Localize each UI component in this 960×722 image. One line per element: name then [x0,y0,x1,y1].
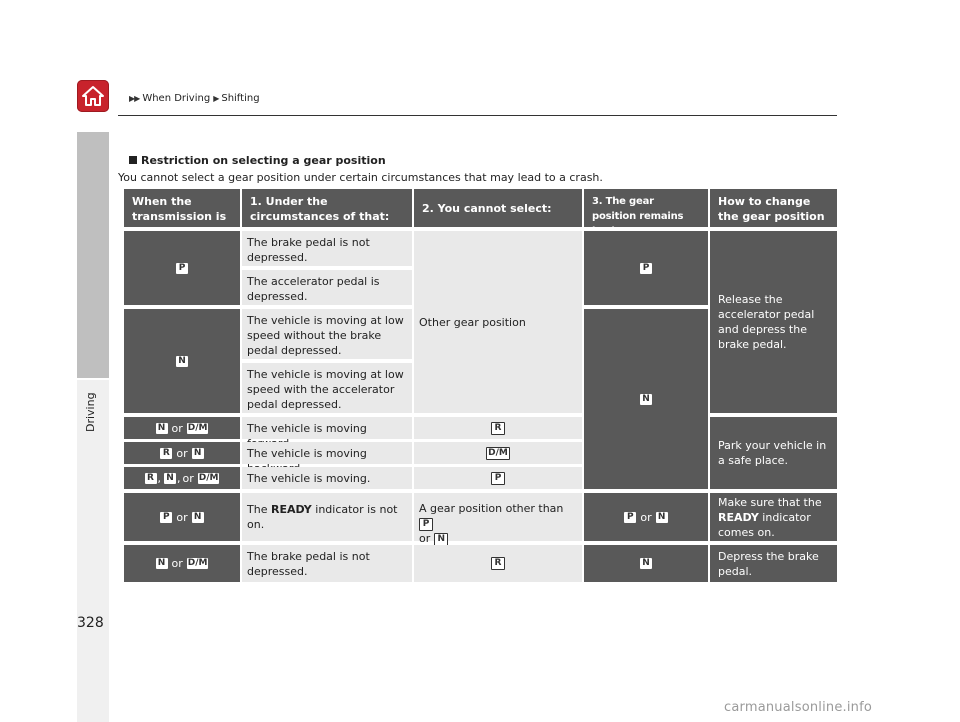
side-tab-active [77,132,109,378]
circumstance-cell: The vehicle is moving [242,417,412,439]
gear-n-icon: N [640,558,652,569]
gear-p-icon: P [491,472,505,485]
gear-n-icon: N [192,448,204,459]
gear-n-icon: N [156,423,168,434]
header-transmission: When the transmission is [124,189,240,227]
bullet-square-icon [129,156,137,164]
gear-n-icon: N [434,533,448,546]
cannot-select-cell [414,467,582,489]
trans-cell: R , N , or D/M [124,467,240,489]
breadcrumb-item[interactable]: Shifting [221,93,260,104]
gear-p-icon: P [160,512,172,523]
gear-dm-icon: D/M [488,447,508,458]
circumstance-cell: The accelerator pedal is depressed. [242,270,412,305]
side-chapter-label: Driving [84,392,97,432]
how-to-change-cell: Park your vehicle in a safe place. [710,417,837,489]
gear-dm-icon: D/M [198,472,219,483]
remains-cell [584,309,708,489]
trans-cell: P or N [124,493,240,541]
trans-cell: N or D/M [124,545,240,582]
how-to-change-cell: Make sure that the READY indicator comes on. [710,493,837,541]
gear-n-icon: N [192,512,204,523]
gear-r-icon: R [145,473,157,484]
circumstance-cell: The vehicle is moving [242,442,412,464]
gear-p-icon: P [176,263,188,274]
circumstance-cell: The brake pedal is not depressed. [242,231,412,266]
gear-p-icon: P [419,518,433,531]
circumstance-cell: The vehicle is moving at low speed without the brake pedal depressed. [242,309,412,359]
cannot-select-cell: A gear position other than P or N [414,493,582,541]
header-remains: 3. The gear position remains [584,189,708,227]
breadcrumb [129,93,260,104]
header-how-to-change: How to change the gear position [710,189,837,227]
gear-n-icon: N [164,473,176,484]
gear-n-icon: N [640,394,652,405]
cannot-select-cell: Other gear position [414,231,582,413]
section-title: Restriction on selecting a gear position [129,154,386,167]
home-button[interactable] [77,80,109,112]
breadcrumb-arrow-icon: ▶ [213,94,219,103]
gear-n-icon: N [176,356,188,367]
gear-n-icon: N [156,558,168,569]
watermark: carmanualsonline.info [724,700,873,715]
page-number: 328 [77,615,104,631]
gear-p-icon: P [640,263,652,274]
circumstance-cell: The brake pedal is not depressed. [242,545,412,582]
cannot-select-cell [414,417,582,439]
gear-dm-icon: D/M [187,558,208,568]
breadcrumb-arrow-icon: ▶▶ [129,94,140,103]
cannot-select-cell [414,545,582,582]
gear-dm-icon: D/M [187,422,208,433]
remains-cell [584,545,708,582]
how-to-change-cell: Depress the brake pedal. [710,545,837,582]
trans-cell [124,309,240,413]
trans-cell: N or D/M [124,417,240,439]
gear-p-icon: P [624,512,636,523]
breadcrumb-item[interactable]: When Driving [142,93,211,104]
trans-cell: R or N [124,442,240,464]
remains-cell: P or N [584,493,708,541]
remains-cell [584,231,708,305]
how-to-change-cell: Release the accelerator pedal and depress the brake pedal. [710,231,837,413]
circumstance-cell: The vehicle is moving. [242,467,412,489]
header-rule [118,115,837,116]
trans-cell [124,231,240,305]
gear-r-icon: R [491,422,505,435]
cannot-select-cell [414,442,582,464]
gear-n-icon: N [656,512,668,523]
circumstance-cell: The READY indicator is not on. [242,493,412,541]
gear-r-icon: R [491,557,505,570]
circumstance-cell: The vehicle is moving at low speed with the accelerator pedal depressed. [242,363,412,413]
header-circumstances: 1. Under the circumstances of that: [242,189,412,227]
intro-text: You cannot select a gear position under certain circumstances that may lead to a crash. [118,171,603,184]
home-icon [81,85,105,107]
gear-r-icon: R [160,448,172,459]
header-cannot-select: 2. You cannot select: [414,189,582,227]
